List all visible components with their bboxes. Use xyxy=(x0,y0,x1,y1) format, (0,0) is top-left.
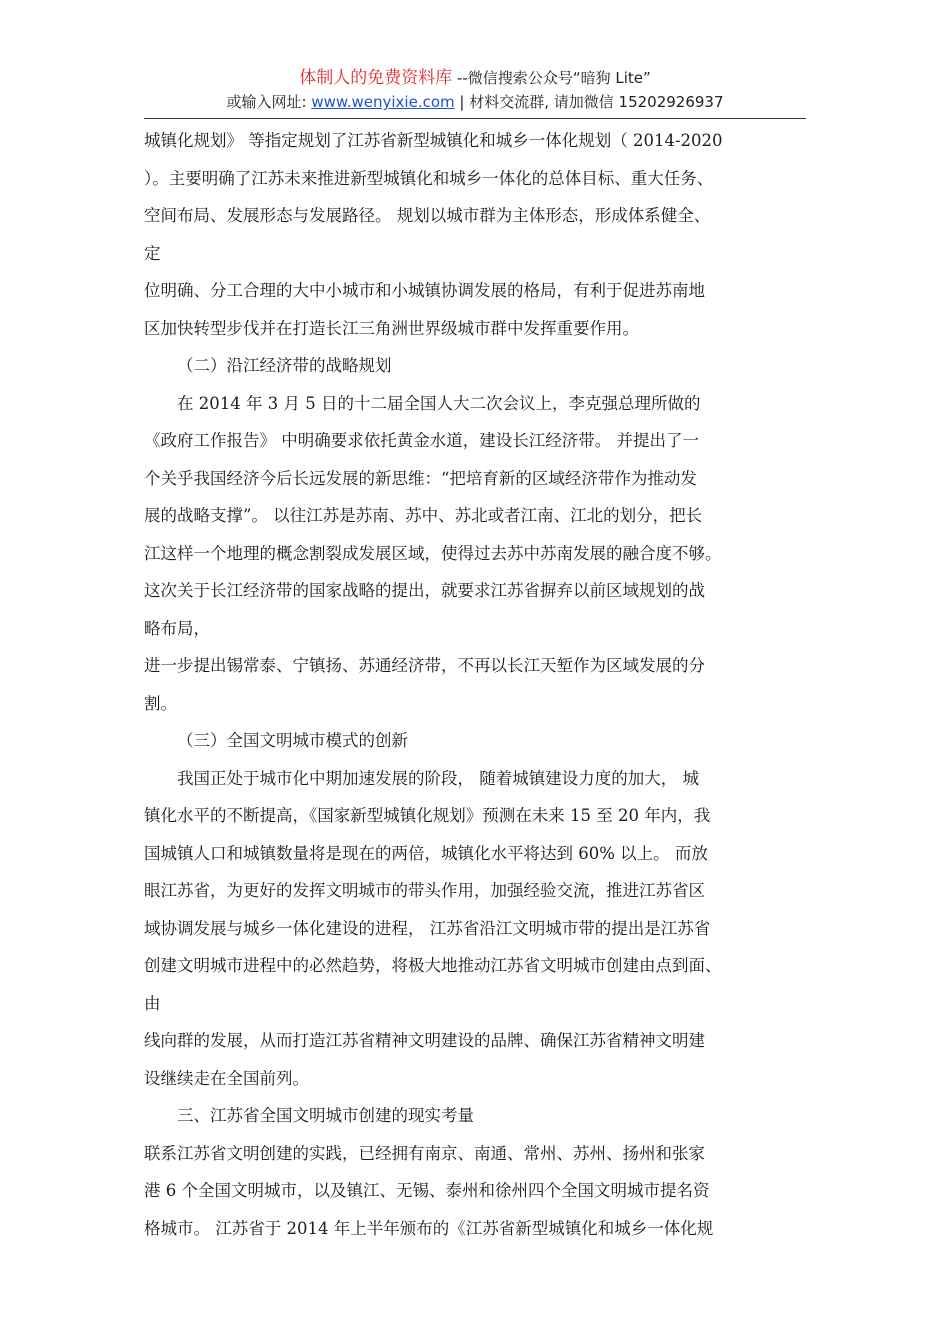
body-line: 《政府工作报告》 中明确要求依托黄金水道，建设长江经济带。 并提出了一 xyxy=(144,431,699,450)
body-line: 镇化水平的不断提高，《国家新型城镇化规划》预测在未来 15 至 20 年内，我 xyxy=(144,806,711,825)
header-suffix: | 材料交流群, 请加微信 15202926937 xyxy=(454,93,724,111)
body-line: 位明确、分工合理的大中小城市和小城镇协调发展的格局，有利于促进苏南地 xyxy=(144,281,705,300)
header-line-1 xyxy=(144,66,806,90)
body-line: 国城镇人口和城镇数量将是现在的两倍，城镇化水平将达到 60% 以上。 而放 xyxy=(144,843,708,863)
body-line: 域协调发展与城乡一体化建设的进程， 江苏省沿江文明城市带的提出是江苏省 xyxy=(144,918,711,938)
body-line: 港 6 个全国文明城市，以及镇江、无锡、泰州和徐州四个全国文明城市提名资 xyxy=(144,1181,710,1200)
body-line: 略布局， xyxy=(144,618,210,638)
header-brand: 体制人的免费资料库 xyxy=(299,68,453,88)
body-line: 区加快转型步伐并在打造长江三角洲世界级城市群中发挥重要作用。 xyxy=(144,318,639,338)
body-line: 格城市。 江苏省于 2014 年上半年颁布的《江苏省新型城镇化和城乡一体化规 xyxy=(144,1218,714,1238)
section-heading: 三、江苏省全国文明城市创建的现实考量 xyxy=(177,1106,474,1125)
body-line: 城镇化规划》 等指定规划了江苏省新型城镇化和城乡一体化规划（ 2014-2020 xyxy=(144,131,723,150)
body-line: 在 2014 年 3 月 5 日的十二届全国人大二次会议上，李克强总理所做的 xyxy=(177,393,701,413)
body-line: 进一步提出锡常泰、宁镇扬、苏通经济带，不再以长江天堑作为区域发展的分 xyxy=(144,656,705,675)
body-line: 个关乎我国经济今后长远发展的新思维：“把培育新的区域经济带作为推动发 xyxy=(144,468,697,488)
page-header xyxy=(144,66,806,114)
document-body xyxy=(144,122,824,1247)
header-slogan: --微信搜索公众号“暗狗 Lite” xyxy=(452,69,651,87)
header-prefix: 或输入网址: xyxy=(226,93,312,111)
section-heading: （三）全国文明城市模式的创新 xyxy=(177,731,408,750)
body-line: 江这样一个地理的概念割裂成发展区域，使得过去苏中苏南发展的融合度不够。 xyxy=(144,543,722,563)
body-line: 展的战略支撑”。 以往江苏是苏南、苏中、苏北或者江南、江北的划分，把长 xyxy=(144,506,703,525)
header-line-2 xyxy=(144,90,806,114)
body-line: 定 xyxy=(144,243,161,263)
body-line: 由 xyxy=(144,993,161,1013)
body-line: ）。主要明确了江苏未来推进新型城镇化和城乡一体化的总体目标、重大任务、 xyxy=(144,168,714,188)
body-line: 眼江苏省，为更好的发挥文明城市的带头作用，加强经验交流，推进江苏省区 xyxy=(144,881,705,900)
body-line: 设继续走在全国前列。 xyxy=(144,1068,309,1088)
body-line: 创建文明城市进程中的必然趋势，将极大地推动江苏省文明城市创建由点到面、 xyxy=(144,956,722,975)
body-line: 这次关于长江经济带的国家战略的提出，就要求江苏省摒弃以前区域规划的战 xyxy=(144,581,705,600)
body-line: 割。 xyxy=(144,693,177,713)
header-divider xyxy=(144,118,806,119)
section-heading: （二）沿江经济带的战略规划 xyxy=(177,356,392,375)
body-line: 联系江苏省文明创建的实践，已经拥有南京、南通、常州、苏州、扬州和张家 xyxy=(144,1143,705,1163)
body-line: 线向群的发展，从而打造江苏省精神文明建设的品牌、确保江苏省精神文明建 xyxy=(144,1031,705,1050)
body-line: 我国正处于城市化中期加速发展的阶段， 随着城镇建设力度的加大， 城 xyxy=(177,768,699,788)
body-line: 空间布局、发展形态与发展路径。 规划以城市群为主体形态，形成体系健全、 xyxy=(144,206,711,225)
header-url-link[interactable]: www.wenyixie.com xyxy=(311,93,455,111)
